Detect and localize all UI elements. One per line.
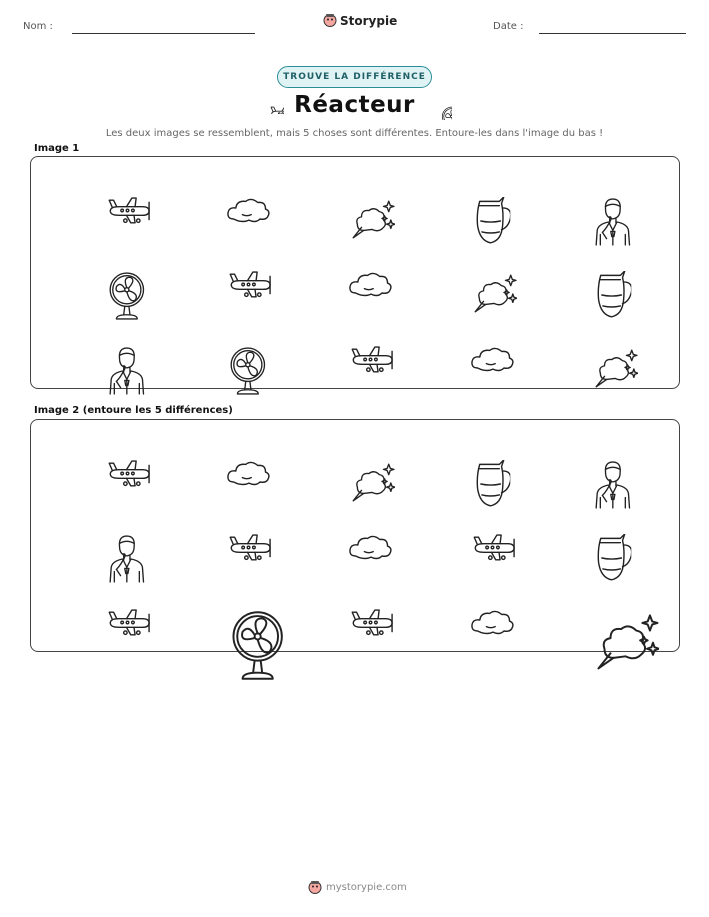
storypie-mascot-icon [323, 13, 337, 28]
steam-icon [326, 437, 372, 483]
steam-icon [326, 174, 372, 220]
grid-cell[interactable] [572, 510, 612, 558]
grid-cell[interactable] [451, 173, 491, 221]
grid-cell[interactable] [559, 576, 626, 643]
activity-badge: TROUVE LA DIFFÉRENCE [277, 66, 432, 88]
storypie-logo [323, 13, 397, 28]
cloud-icon [449, 594, 493, 624]
man-icon [85, 321, 127, 371]
airplane-icon [82, 183, 130, 211]
footer-mascot-icon [308, 880, 322, 895]
grid-cell[interactable] [85, 246, 127, 296]
jug-icon [572, 510, 612, 558]
grid-cell[interactable] [203, 257, 251, 285]
image2-label: Image 2 (entoure les 5 différences) [34, 405, 233, 416]
grid-cell[interactable] [326, 174, 372, 220]
cloud-icon [449, 331, 493, 361]
footer [308, 880, 407, 895]
airplane-icon [203, 257, 251, 285]
title-fan-icon [428, 92, 452, 120]
man-icon [571, 172, 613, 222]
grid-cell[interactable] [85, 509, 127, 559]
grid-cell[interactable] [206, 321, 248, 371]
grid-cell[interactable] [82, 446, 130, 474]
steam-icon [559, 576, 626, 643]
fan-icon [197, 573, 258, 646]
grid-cell[interactable] [82, 595, 130, 623]
instructions: Les deux images se ressemblent, mais 5 choses sont différentes. Entoure-les dans l'image du bas ! [105, 128, 604, 139]
steam-icon [569, 323, 615, 369]
date-line[interactable] [539, 33, 686, 34]
footer-text: mystorypie.com [326, 882, 407, 893]
grid-cell[interactable] [205, 182, 249, 212]
airplane-icon [447, 520, 495, 548]
grid-cell[interactable] [327, 519, 371, 549]
grid-cell[interactable] [85, 321, 127, 371]
grid-cell[interactable] [572, 247, 612, 295]
logo-text: Storypie [340, 13, 398, 28]
page-title: Réacteur [294, 92, 415, 118]
grid-cell[interactable] [571, 435, 613, 485]
grid-cell[interactable] [325, 595, 373, 623]
man-icon [85, 509, 127, 559]
jug-icon [451, 173, 491, 221]
airplane-icon [325, 595, 373, 623]
jug-icon [451, 436, 491, 484]
grid-cell[interactable] [447, 520, 495, 548]
airplane-icon [203, 520, 251, 548]
grid-cell[interactable] [326, 437, 372, 483]
image1-label: Image 1 [34, 143, 80, 154]
grid-cell[interactable] [327, 256, 371, 286]
fan-icon [206, 321, 248, 371]
grid-cell[interactable] [205, 445, 249, 475]
cloud-icon [205, 182, 249, 212]
grid-cell[interactable] [82, 183, 130, 211]
cloud-icon [327, 519, 371, 549]
grid-cell[interactable] [449, 331, 493, 361]
image1-panel [30, 156, 680, 389]
grid-cell[interactable] [451, 436, 491, 484]
grid-cell[interactable] [448, 248, 494, 294]
grid-cell[interactable] [571, 172, 613, 222]
date-label: Date : [493, 21, 524, 32]
grid-cell[interactable] [197, 573, 258, 646]
airplane-icon [82, 446, 130, 474]
airplane-icon [82, 595, 130, 623]
man-icon [571, 435, 613, 485]
cloud-icon [327, 256, 371, 286]
grid-cell[interactable] [203, 520, 251, 548]
grid-cell[interactable] [325, 332, 373, 360]
grid-cell[interactable] [449, 594, 493, 624]
steam-icon [448, 248, 494, 294]
name-line[interactable] [72, 33, 255, 34]
name-label: Nom : [23, 21, 53, 32]
fan-icon [85, 246, 127, 296]
grid-cell[interactable] [569, 323, 615, 369]
jug-icon [572, 247, 612, 295]
airplane-icon [325, 332, 373, 360]
cloud-icon [205, 445, 249, 475]
image2-panel [30, 419, 680, 652]
